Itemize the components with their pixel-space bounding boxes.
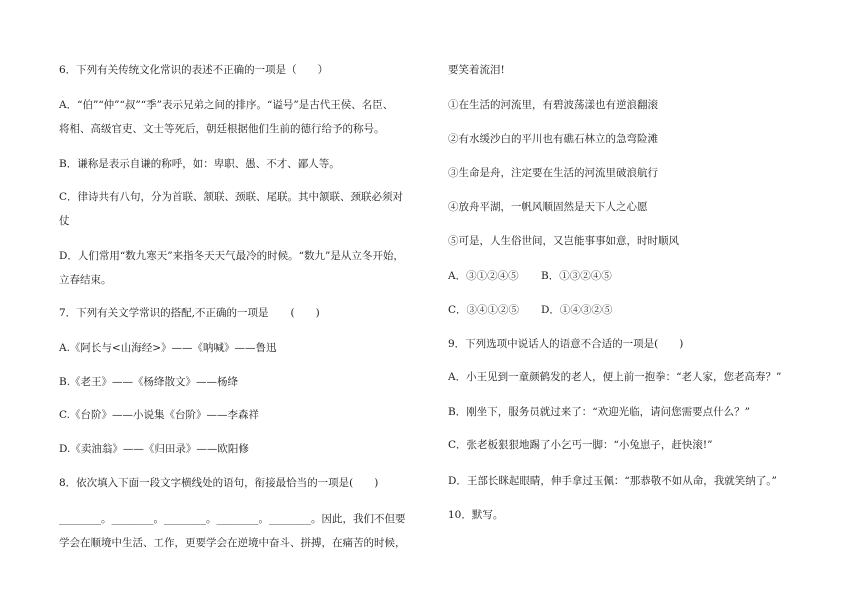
- q8-option-a: A．③①②④⑤: [448, 270, 519, 282]
- q7-option-c: C.《台阶》——小说集《台阶》——李森祥: [59, 409, 259, 421]
- q9-option-a: A．小王见到一童颜鹤发的老人，便上前一抱拳：“老人家，您老高寿？”: [448, 371, 782, 383]
- q6-option-c-line1: C．律诗共有八句，分为首联、颔联、颈联、尾联。其中颔联、颈联必须对: [59, 191, 404, 203]
- q6-option-c-line2: 仗: [59, 215, 70, 227]
- q9-option-c: C．张老板狠狠地踢了小乞丐一脚：“小兔崽子，赶快滚!”: [448, 439, 713, 451]
- q8-option-c: C．③④①②⑤: [448, 304, 520, 316]
- q8-sentence-4: ④放舟平湖，一帆风顺固然是天下人之心愿: [448, 201, 648, 213]
- q7-option-d: D.《卖油翁》——《归田录》——欧阳修: [59, 443, 249, 455]
- q8-options-row2: [448, 302, 612, 318]
- q7-option-a: A.《阿长与<山海经>》——《呐喊》——鲁迅: [59, 342, 277, 354]
- q6-option-b: B．谦称是表示自谦的称呼，如：卑职、愚、不才、鄙人等。: [59, 158, 340, 170]
- q7-stem-line: [59, 305, 320, 321]
- q10-stem: 10．默写。: [448, 509, 504, 521]
- q7-option-b: B.《老王》——《杨绛散文》——杨绛: [59, 376, 239, 388]
- q8-sentence-2: ②有水缓沙白的平川也有礁石林立的急弯险滩: [448, 133, 658, 145]
- q8-option-b: B．①③②④⑤: [541, 270, 612, 282]
- q7-stem: 7．下列有关文学常识的搭配,不正确的一项是: [59, 307, 269, 319]
- q8-sentence-5: ⑤可是，人生俗世间，又岂能事事如意，时时顺风: [448, 235, 679, 247]
- q9-option-b: B．刚坐下，服务员就过来了：“欢迎光临，请问您需要点什么？”: [448, 406, 750, 418]
- q8-stem: 8．依次填入下面一段文字横线处的语句，衔接最恰当的一项是( ): [59, 477, 379, 489]
- q9-option-d: D．王部长眯起眼睛，伸手拿过玉佩：“那恭敬不如从命，我就笑纳了。”: [448, 475, 777, 487]
- q6-option-a-line2: 将相、高级官吏、文士等死后，朝廷根据他们生前的德行给予的称号。: [59, 123, 385, 135]
- q8-options-row1: [448, 268, 612, 284]
- q8-passage-line1: ________。________。________。________。________。因此，我们不但要: [59, 513, 406, 525]
- q8-passage-continuation: 要笑着流泪!: [448, 64, 505, 76]
- q6-option-a-line1: A．“伯”“仲”“叔”“季”表示兄弟之间的排序。“谥号”是古代王侯、名臣、: [59, 99, 394, 111]
- q9-stem: 9．下列选项中说话人的语意不合适的一项是( ): [448, 338, 684, 350]
- q8-option-d: D．①④③②⑤: [541, 304, 613, 316]
- q6-option-d-line1: D．人们常用“数九寒天”来指冬天天气最冷的时候。“数九”是从立冬开始，: [59, 250, 404, 262]
- q6-option-d-line2: 立春结束。: [59, 274, 112, 286]
- q8-sentence-3: ③生命是舟，注定要在生活的河流里破浪航行: [448, 167, 658, 179]
- q8-passage-line2: 学会在顺境中生活、工作，更要学会在逆境中奋斗、拼搏，在痛苦的时候，: [59, 537, 406, 549]
- q8-sentence-1: ①在生活的河流里，有碧波荡漾也有逆浪翻滚: [448, 99, 658, 111]
- q6-stem: 6．下列有关传统文化常识的表述不正确的一项是（ ）: [59, 64, 329, 76]
- q7-answer-paren: ( ): [290, 307, 320, 319]
